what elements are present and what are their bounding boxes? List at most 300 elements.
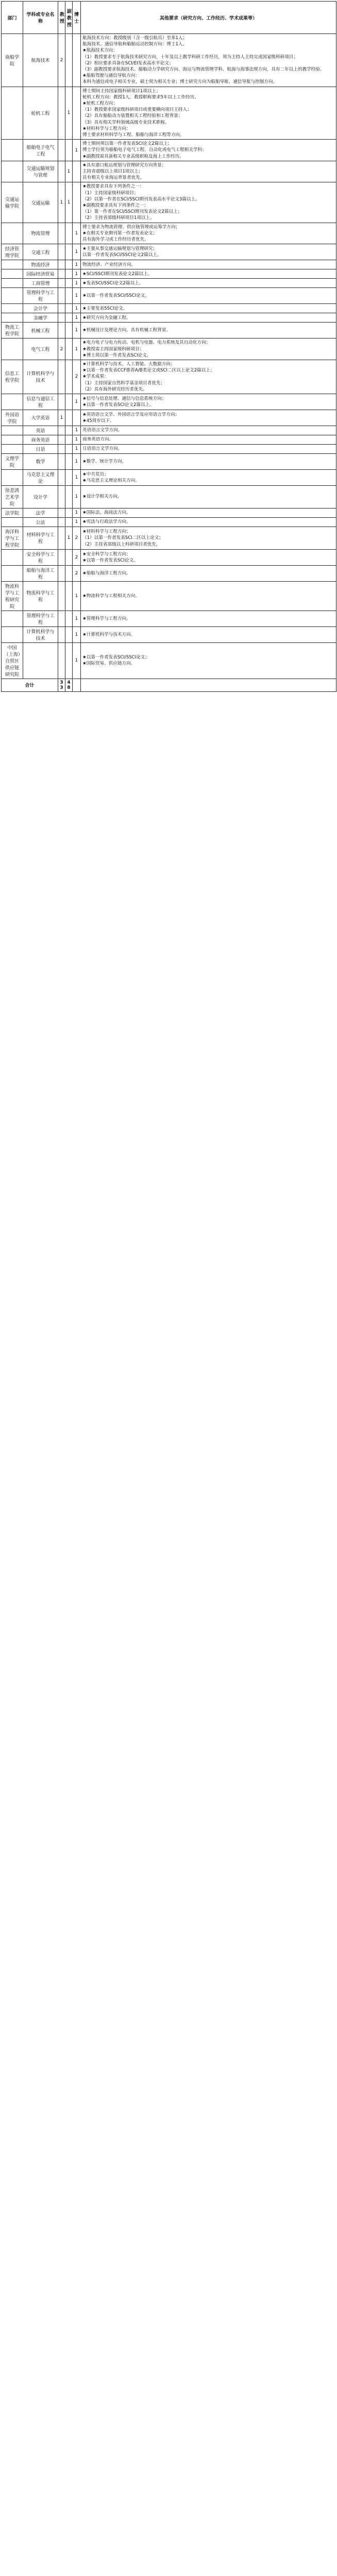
cell-professor: 1 (58, 182, 65, 223)
requirement-line: （2）以第一作者在SCI/SSCI期刊发表高水平论文3篇以上。 (82, 196, 200, 202)
cell-requirements (81, 453, 336, 469)
cell-dept: 法学院 (2, 508, 23, 517)
header-assoc: 副教授 (65, 2, 73, 34)
cell-professor (58, 87, 65, 140)
cell-dept: 物流科学与工程研究院 (2, 581, 23, 611)
cell-dept (2, 426, 23, 435)
cell-requirements (81, 323, 336, 338)
total-assoc: 48 (65, 679, 73, 691)
cell-assoc (65, 279, 73, 288)
table-row (2, 549, 336, 565)
cell-discipline: 物流经济 (23, 260, 58, 269)
cell-professor (58, 469, 65, 485)
cell-assoc (65, 469, 73, 485)
cell-doctor: 1 (73, 508, 81, 517)
cell-discipline: 船舶电子电气工程 (23, 140, 58, 161)
cell-professor (58, 279, 65, 288)
cell-doctor: 1 (73, 517, 81, 527)
cell-requirements (81, 288, 336, 304)
requirement-line: 物流经济、产业经济方向。 (82, 262, 136, 267)
cell-doctor: 1 (73, 223, 81, 244)
cell-requirements (81, 34, 336, 87)
cell-requirements (81, 527, 336, 549)
cell-professor (58, 260, 65, 269)
cell-doctor: 1 (73, 279, 81, 288)
cell-discipline: 交通运输 (23, 182, 58, 223)
table-row (2, 260, 336, 269)
requirement-line: ★教授需主持国家级科研项目； (82, 346, 144, 352)
table-row (2, 279, 336, 288)
cell-discipline: 交通运输规划与管理 (23, 161, 58, 182)
requirement-line: 本科为通信或电子相关专业，硕士须为相关专业；博士研究方向为船舶导航、通信导航与控制方向。 (82, 79, 278, 85)
requirement-line: 航海技术、通信导航和船舶运动控制方向：博士1人。 (82, 42, 188, 47)
cell-requirements (81, 338, 336, 360)
cell-discipline: 法学 (23, 508, 58, 517)
requirement-line: （1）教授要求国家级科研项目或重要横向项目主持人； (82, 107, 192, 113)
cell-assoc: 1 (65, 87, 73, 140)
cell-assoc (65, 549, 73, 565)
cell-doctor: 1 (73, 626, 81, 642)
total-doctor (73, 679, 81, 691)
cell-assoc (65, 260, 73, 269)
cell-doctor: 2 (73, 565, 81, 581)
requirement-line: ★国际贸易、供应链方向。 (82, 661, 136, 667)
requirement-line: ★中共党员； (82, 471, 109, 477)
requirement-line: ★电力电子与电力传动、电机与电器、电力系统及其自动化方向； (82, 340, 211, 346)
cell-doctor: 2 (73, 360, 81, 394)
cell-assoc (65, 642, 73, 679)
cell-assoc (65, 140, 73, 161)
cell-discipline: 计算机科学与技术 (23, 360, 58, 394)
table-row (2, 426, 336, 435)
cell-discipline: 安全科学与工程 (23, 549, 58, 565)
table-row (2, 517, 336, 527)
cell-assoc (65, 304, 73, 313)
cell-assoc (65, 626, 73, 642)
table-row (2, 394, 336, 410)
cell-professor (58, 485, 65, 508)
requirement-line: ★计算机科学与技术、人工智能、大数据方向； (82, 361, 175, 367)
cell-assoc: 1 (65, 182, 73, 223)
cell-professor (58, 611, 65, 626)
table-row (2, 508, 336, 517)
requirement-line: 主持省部级以上项目1项以上； (82, 169, 143, 175)
table-row (2, 565, 336, 581)
cell-dept (2, 269, 23, 279)
cell-requirements (81, 642, 336, 679)
cell-dept: 中国（上海）自贸区供应链研究院 (2, 642, 23, 679)
cell-dept (2, 394, 23, 410)
cell-assoc (65, 565, 73, 581)
header-doctor: 博士 (73, 2, 81, 34)
requirement-line: （1）主持国家自然科学基金项目者优先； (82, 380, 165, 386)
cell-discipline: 大学英语 (23, 410, 58, 426)
cell-requirements (81, 444, 336, 453)
cell-discipline: 机械工程 (23, 323, 58, 338)
requirement-line: ★博士须以第一作者发表SCI论文。 (82, 352, 151, 358)
cell-professor (58, 549, 65, 565)
cell-discipline: 物流管理 (23, 223, 58, 244)
table-row (2, 140, 336, 161)
cell-professor: 2 (58, 34, 65, 87)
total-row (2, 679, 336, 691)
cell-dept (2, 288, 23, 304)
table-row (2, 469, 336, 485)
requirement-line: ★在相关专业期刊第一作者发表论文； (82, 230, 158, 236)
table-row (2, 444, 336, 453)
requirement-line: ★以第一作者发表SCI/SSCI论文； (82, 655, 149, 660)
cell-doctor: 1 (73, 260, 81, 269)
cell-requirements (81, 485, 336, 508)
cell-assoc (65, 426, 73, 435)
cell-requirements (81, 360, 336, 394)
cell-discipline: 马克思主义理论 (23, 469, 58, 485)
requirement-line: ★物流科学与工程相关方向。 (82, 593, 140, 599)
requirement-line: （2）主持省部级以上科研项目者优先。 (82, 541, 161, 547)
requirement-line: ★研究方向为金融工程。 (82, 315, 131, 320)
table-row (2, 581, 336, 611)
cell-doctor: 1 (73, 581, 81, 611)
table-row (2, 323, 336, 338)
table-row (2, 338, 336, 360)
requirement-line: ★机械设计及理论方向，具有机械工程背景。 (82, 328, 171, 333)
requirement-line: 具有相关专业海运背景者优先。 (82, 175, 145, 181)
table-row (2, 453, 336, 469)
requirement-line: 以第一作者发表SCI/SSCI论文2篇以上。 (82, 252, 162, 258)
cell-dept (2, 435, 23, 444)
cell-professor (58, 581, 65, 611)
cell-dept: 交通运输学院 (2, 182, 23, 223)
cell-discipline: 电气工程 (23, 338, 58, 360)
cell-requirements (81, 410, 336, 426)
cell-doctor: 1 (73, 288, 81, 304)
requirement-line: 博士要求为物流管理、供应链管理或运筹学方向； (82, 224, 180, 230)
cell-discipline: 日语 (23, 444, 58, 453)
cell-doctor: 2 (73, 549, 81, 565)
cell-dept (2, 223, 23, 244)
requirement-line: （2）相应要求具备在SCI/EI发表高水平论文； (82, 60, 174, 66)
requirement-line: （1）第一作者在SCI/SSCI期刊发表论文2篇以上； (82, 209, 182, 215)
cell-professor (58, 323, 65, 338)
total-professor: 33 (58, 679, 65, 691)
cell-professor (58, 565, 65, 581)
cell-assoc (65, 581, 73, 611)
cell-professor (58, 304, 65, 313)
cell-discipline: 公法 (23, 517, 58, 527)
cell-discipline: 金融学 (23, 313, 58, 323)
table-row (2, 223, 336, 244)
cell-dept: 信息工程学院 (2, 360, 23, 394)
cell-discipline: 管理科学与工程 (23, 611, 58, 626)
cell-doctor: 1 (73, 435, 81, 444)
table-row (2, 360, 336, 394)
cell-dept: 商船学院 (2, 34, 23, 87)
requirement-line: ★管理科学与工程方向。 (82, 616, 131, 621)
cell-professor (58, 626, 65, 642)
cell-requirements (81, 426, 336, 435)
cell-requirements (81, 223, 336, 244)
cell-doctor: 1 (73, 444, 81, 453)
cell-requirements (81, 279, 336, 288)
requirement-line: ★航海技术方向： (82, 48, 117, 54)
cell-professor (58, 426, 65, 435)
cell-discipline: 商务英语 (23, 435, 58, 444)
header-other: 其他要求（研究方向、工作经历、学术成果等） (81, 2, 336, 34)
cell-dept: 经济管理学院 (2, 244, 23, 260)
cell-assoc (65, 394, 73, 410)
cell-dept (2, 87, 23, 140)
cell-doctor: 1 (73, 485, 81, 508)
cell-dept: 徐悲鸿艺术学院 (2, 485, 23, 508)
cell-assoc (65, 288, 73, 304)
table-row (2, 34, 336, 87)
cell-doctor: 1 (73, 453, 81, 469)
header-professor: 教授 (58, 2, 65, 34)
cell-professor (58, 288, 65, 304)
table-row (2, 642, 336, 679)
cell-doctor (73, 87, 81, 140)
cell-requirements (81, 269, 336, 279)
cell-dept (2, 279, 23, 288)
cell-professor (58, 527, 65, 549)
requirement-line: 航海技术方向：教授级别（含一级引航员）至多1人； (82, 36, 188, 41)
requirement-line: ★主要发表SSCI论文。 (82, 306, 128, 311)
cell-doctor: 1 (73, 244, 81, 260)
cell-assoc (65, 508, 73, 517)
requirement-line: ★副教授需具备相关专业高级职称及海上工作经历。 (82, 154, 184, 159)
table-row (2, 485, 336, 508)
cell-professor (58, 508, 65, 517)
requirement-line: ★数学、统计学方向。 (82, 459, 127, 464)
table-body (2, 34, 336, 679)
requirement-line: 商务英语方向。 (82, 437, 114, 443)
cell-dept (2, 517, 23, 527)
total-other (81, 679, 336, 691)
cell-dept (2, 161, 23, 182)
cell-dept (2, 626, 23, 642)
cell-professor (58, 360, 65, 394)
cell-requirements (81, 565, 336, 581)
requirement-line: ★发表SCI/SSCI论文2篇以上。 (82, 280, 144, 286)
requirement-line: ★英语语言文学、外国语言学及应用语言学方向； (82, 412, 180, 417)
cell-discipline: 工商管理 (23, 279, 58, 288)
cell-assoc (65, 435, 73, 444)
cell-doctor: 1 (73, 426, 81, 435)
requirement-line: ★船舶与海洋工程方向。 (82, 570, 131, 576)
requirement-line: ★计算机科学与技术方向。 (82, 632, 136, 637)
requirement-line: （3）具有相关学科领域高级专业技术职称。 (82, 120, 170, 125)
table-row (2, 87, 336, 140)
requirement-line: ★宪法与行政法学方向。 (82, 519, 131, 525)
cell-doctor: 1 (73, 394, 81, 410)
requirement-line: ★主要从事交通运输规划与管理研究； (82, 246, 158, 252)
header-discipline: 学科或专业名称 (23, 2, 58, 34)
cell-professor (58, 313, 65, 323)
cell-requirements (81, 517, 336, 527)
cell-requirements (81, 549, 336, 565)
cell-assoc (65, 338, 73, 360)
cell-professor (58, 517, 65, 527)
requirement-line: ★以第一作者发表CCF推荐A/B类论文或SCI二区以上论文2篇以上； (82, 368, 215, 374)
requirement-line: ★SCI/SSCI期刊发表论文2篇以上。 (82, 271, 153, 277)
table-row (2, 182, 336, 223)
cell-dept (2, 338, 23, 360)
requirement-line: 博士期间主持国家级科研项目1项以上； (82, 88, 161, 94)
cell-discipline: 航海技术 (23, 34, 58, 87)
cell-dept (2, 549, 23, 565)
cell-dept (2, 313, 23, 323)
requirement-line: ★材料科学与工程方向： (82, 126, 131, 131)
cell-professor (58, 269, 65, 279)
cell-discipline: 材料科学与工程 (23, 527, 58, 549)
cell-doctor (73, 182, 81, 223)
recruitment-table (1, 1, 336, 692)
cell-professor (58, 444, 65, 453)
header-dept: 部门 (2, 2, 23, 34)
requirement-line: ★材料科学与工程方向； (82, 529, 131, 535)
table-row (2, 269, 336, 279)
cell-dept (2, 469, 23, 485)
requirement-line: ★轮机工程方向： (82, 101, 117, 107)
cell-dept (2, 565, 23, 581)
requirement-line: ★安全科学与工程方向； (82, 551, 131, 557)
cell-assoc (65, 313, 73, 323)
requirement-line: ★信号与信息处理、通信与信息系统方向； (82, 396, 166, 401)
table-row (2, 304, 336, 313)
cell-assoc (65, 611, 73, 626)
cell-discipline: 英语 (23, 426, 58, 435)
requirement-line: ★船舶驾驶与通信导航方向： (82, 73, 140, 79)
cell-assoc (65, 223, 73, 244)
requirement-line: ★教授要求具有下列条件之一： (82, 184, 144, 190)
cell-requirements (81, 469, 336, 485)
cell-discipline: 交通工程 (23, 244, 58, 260)
cell-assoc (65, 444, 73, 453)
cell-requirements (81, 244, 336, 260)
requirement-line: ★以第一作者发表SCI/SSCI论文。 (82, 293, 149, 299)
cell-professor: 2 (58, 338, 65, 360)
cell-professor (58, 435, 65, 444)
cell-professor (58, 453, 65, 469)
requirement-line: ★马克思主义理论相关方向。 (82, 478, 140, 483)
cell-doctor: 1 (73, 642, 81, 679)
cell-dept: 文理学院 (2, 453, 23, 469)
cell-assoc (65, 517, 73, 527)
cell-assoc (65, 269, 73, 279)
cell-requirements (81, 508, 336, 517)
cell-doctor: 1 (73, 338, 81, 360)
requirement-line: 博士学位须为船舶电子电气工程、自动化或电气工程相关学科； (82, 147, 207, 153)
cell-dept: 物流工程学院 (2, 323, 23, 338)
cell-discipline (23, 642, 58, 679)
cell-requirements (81, 611, 336, 626)
cell-requirements (81, 581, 336, 611)
cell-doctor: 1 (73, 304, 81, 313)
cell-assoc (65, 485, 73, 508)
cell-requirements (81, 182, 336, 223)
cell-discipline: 会计学 (23, 304, 58, 313)
cell-dept (2, 304, 23, 313)
cell-doctor: 2 (73, 527, 81, 549)
cell-requirements (81, 313, 336, 323)
cell-professor (58, 223, 65, 244)
recruitment-sheet (0, 0, 337, 692)
table-row (2, 435, 336, 444)
requirement-line: （1）以第一作者发表SCI二区以上论文； (82, 535, 163, 541)
table-row (2, 611, 336, 626)
cell-assoc (65, 453, 73, 469)
requirement-line: 具有海外学习或工作经历者优先。 (82, 237, 149, 243)
requirement-line: ★设计学相关方向。 (82, 494, 122, 500)
cell-assoc: 1 (65, 161, 73, 182)
requirement-line: （3）副教授要求航海技术、船舶动力学研究方向、海运与物流管理学科、航海与海事法规方向，具有二年以上的教学经验。 (82, 67, 325, 73)
cell-discipline: 物流科学与工程 (23, 581, 58, 611)
cell-assoc (65, 244, 73, 260)
cell-discipline: 信息与通信工程 (23, 394, 58, 410)
cell-assoc (65, 360, 73, 394)
cell-requirements (81, 394, 336, 410)
cell-professor (58, 161, 65, 182)
cell-professor (58, 394, 65, 410)
cell-doctor (73, 34, 81, 87)
cell-requirements (81, 87, 336, 140)
cell-discipline: 数学 (23, 453, 58, 469)
table-row (2, 410, 336, 426)
cell-doctor: 1 (73, 313, 81, 323)
cell-doctor: 1 (73, 140, 81, 161)
requirement-line: （1）教授要求专于航海技术研究方向，十年及以上教学科研工作经历，须为主持人主持完成国家级科研项目； (82, 54, 298, 60)
cell-assoc (65, 410, 73, 426)
requirement-line: （1）主持国家级科研项目； (82, 190, 139, 196)
cell-assoc (65, 34, 73, 87)
cell-requirements (81, 626, 336, 642)
requirement-line: 博士期间须以第一作者发表SCI论文2篇以上； (82, 141, 173, 147)
cell-professor (58, 244, 65, 260)
header-row (2, 2, 336, 34)
cell-professor (58, 642, 65, 679)
table-row (2, 161, 336, 182)
cell-dept: 外国语学院 (2, 410, 23, 426)
requirement-line: （2）具有海外研究经历者优先。 (82, 386, 147, 392)
cell-doctor: 1 (73, 469, 81, 485)
cell-requirements (81, 435, 336, 444)
cell-discipline: 船舶与海洋工程 (23, 565, 58, 581)
cell-dept: 海洋科学与工程学院 (2, 527, 23, 549)
requirement-line: （2）具有船舶动力装置相关工程经验和工程背景； (82, 113, 183, 119)
requirement-line: ★学术成果： (82, 374, 109, 380)
cell-doctor (73, 410, 81, 426)
requirement-line: 轮机工程方向：教授1人，教授职称要求5年以上工作经历。 (82, 94, 199, 100)
requirement-line: ★具有港口航运规划与管理研究方向背景； (82, 162, 166, 168)
cell-dept (2, 260, 23, 269)
requirement-line: ★副教授要求具有下列条件之一： (82, 203, 149, 209)
requirement-line: 日语语言文学方向。 (82, 446, 123, 452)
table-row (2, 626, 336, 642)
table-row (2, 527, 336, 549)
cell-requirements (81, 304, 336, 313)
cell-discipline: 管理科学与工程 (23, 288, 58, 304)
table-row (2, 313, 336, 323)
cell-discipline: 设计学 (23, 485, 58, 508)
cell-doctor: 1 (73, 323, 81, 338)
cell-doctor (73, 161, 81, 182)
cell-discipline: 计算机科学与技术 (23, 626, 58, 642)
cell-assoc (65, 323, 73, 338)
cell-assoc: 1 (65, 527, 73, 549)
cell-dept (2, 140, 23, 161)
cell-dept (2, 444, 23, 453)
cell-professor (58, 140, 65, 161)
